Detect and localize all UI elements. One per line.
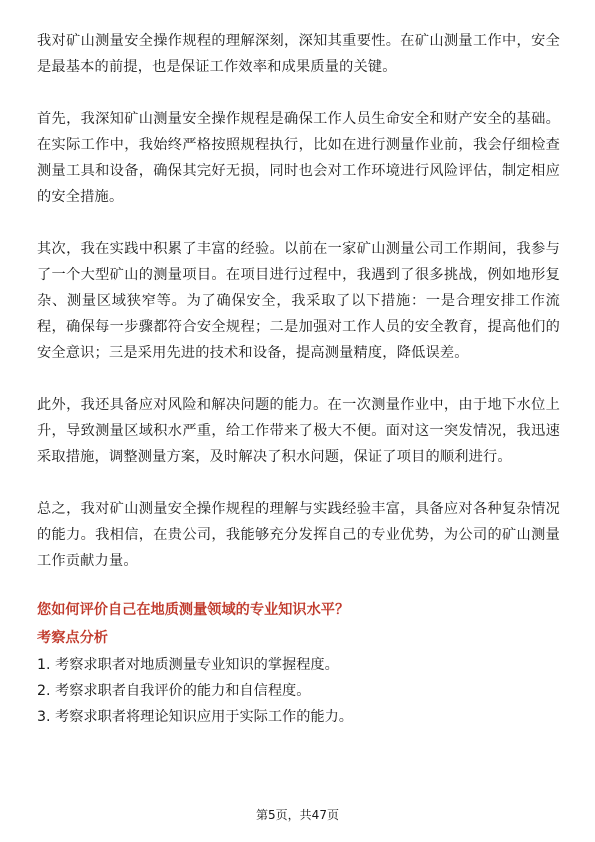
list-item: 3. 考察求职者将理论知识应用于实际工作的能力。	[37, 709, 353, 725]
paragraph: 首先，我深知矿山测量安全操作规程是确保工作人员生命安全和财产安全的基础。在实际工作中，我始终严格按照规程执行，比如在进行测量作业前，我会仔细检查测量工具和设备，确保其完好无损，同时也会对工作环境进行风险评估，制定相应的安全措施。	[37, 111, 560, 205]
interview-question: 您如何评价自己在地质测量领域的专业知识水平？	[37, 602, 350, 618]
page-number: 第5页，共47页	[256, 808, 339, 822]
analysis-list	[37, 652, 560, 730]
paragraph: 我对矿山测量安全操作规程的理解深刻，深知其重要性。在矿山测量工作中，安全是最基本的前提，也是保证工作效率和成果质量的关键。	[37, 33, 560, 75]
list-item: 2. 考察求职者自我评价的能力和自信程度。	[37, 683, 311, 699]
analysis-heading: 考察点分析	[37, 630, 108, 646]
list-item: 1. 考察求职者对地质测量专业知识的掌握程度。	[37, 657, 339, 673]
paragraph: 其次，我在实践中积累了丰富的经验。以前在一家矿山测量公司工作期间，我参与了一个大型矿山的测量项目。在项目进行过程中，我遇到了很多挑战，例如地形复杂、测量区域狭窄等。为了确保安全，我采取了以下措施：一是合理安排工作流程，确保每一步骤都符合安全规程；二是加强对工作人员的安全教育，提高他们的安全意识；三是采用先进的技术和设备，提高测量精度，降低误差。	[37, 241, 560, 361]
page-content	[37, 28, 560, 730]
paragraph: 此外，我还具备应对风险和解决问题的能力。在一次测量作业中，由于地下水位上升，导致测量区域积水严重，给工作带来了极大不便。面对这一突发情况，我迅速采取措施，调整测量方案，及时解决了积水问题，保证了项目的顺利进行。	[37, 397, 560, 465]
paragraph: 总之，我对矿山测量安全操作规程的理解与实践经验丰富，具备应对各种复杂情况的能力。我相信，在贵公司，我能够充分发挥自己的专业优势，为公司的矿山测量工作贡献力量。	[37, 501, 560, 569]
